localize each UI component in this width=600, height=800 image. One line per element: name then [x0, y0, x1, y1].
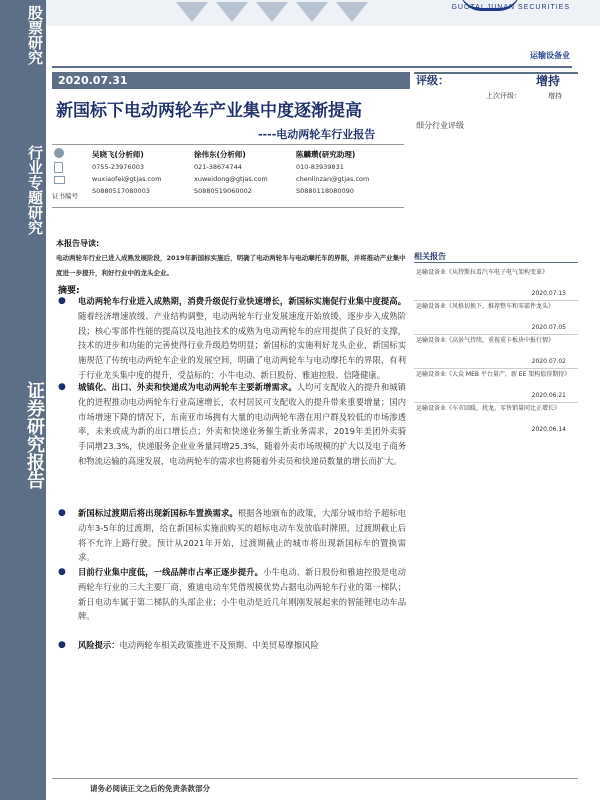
analyst-name: 吴晓飞(分析师) [92, 150, 144, 159]
summary-point-bold: 风险提示： [78, 640, 120, 650]
analyst-name: 陈麟瓒(研究助理) [296, 150, 356, 159]
bullet-icon: ● [58, 296, 66, 306]
divider [52, 66, 572, 68]
summary-point-bold: 新国标过渡期后将出现新国标车置换需求。 [78, 508, 238, 518]
divider [52, 778, 578, 779]
related-report-date: 2020.06.14 [531, 426, 566, 433]
related-report-date: 2020.07.02 [531, 358, 566, 365]
disclaimer-footer: 请务必阅读正文之后的免责条款部分 [90, 784, 210, 793]
analyst-email[interactable]: chenlinzan@gtjas.com [296, 175, 370, 183]
bullet-icon: ● [58, 382, 66, 392]
summary-paragraph [78, 506, 406, 565]
analyst-column [296, 149, 369, 197]
previous-rating-label: 上次评级： [486, 92, 521, 100]
analyst-phone: 010-83939831 [296, 163, 344, 171]
analyst-column [194, 149, 268, 197]
bullet-icon: ● [58, 567, 66, 577]
summary-paragraph [78, 638, 406, 653]
diamond-icon [176, 2, 208, 22]
analyst-column [92, 149, 161, 197]
summary-point-text: 电动两轮车相关政策推进不及预期、中美贸易摩擦风险 [119, 640, 319, 650]
summary-point-bold: 目前行业集中度低，一线品牌市占率正逐步提升。 [78, 567, 264, 577]
sidebar [0, 0, 46, 800]
previous-rating-value: 增持 [548, 92, 562, 100]
summary-point-bold: 电动两轮车行业进入成熟期，消费升级促行业快速增长，新国标实施促行业集中度提高。 [78, 296, 406, 306]
sidebar-label-stock-research: 股票研究 [26, 5, 44, 65]
analyst-cert: S0880118080090 [296, 187, 354, 195]
related-report-link[interactable]: 运输设备业《风格切换下，推荐整车和零部件龙头》 [416, 303, 555, 310]
phone-icon [54, 162, 63, 173]
related-report-link[interactable]: 运输设备业《大众 MEB 平台量产，新 EE 架构值得期待》 [416, 371, 571, 378]
summary-heading: 摘要: [58, 286, 80, 296]
related-report-date: 2020.07.13 [531, 290, 566, 297]
guide-heading: 本报告导读: [56, 239, 100, 248]
summary-point-text: 人均可支配收入的提升和城镇化的进程推动电动两轮车行业高速增长，农村居民可支配收入的提升带来重要增量；国内市场增速下降的情况下，东南亚市场拥有大量的电动两轮车潜在用户群及较低的市场渗透率，未来或成为新的出口增长点；外卖和快递业务催生新业务需求，2019年美团外卖骑手同增23.3%，快递服务企业业务量同增25.3%，随着外卖市场规模的扩大以及电子商务和物流运输的高速发展，电动两轮车的需求也将随着外卖员和快递员数量的增长而扩大。 [78, 382, 406, 466]
diamond-icon [336, 2, 368, 22]
analyst-phone: 0755-23976003 [92, 163, 144, 171]
diamond-icon [216, 2, 248, 22]
guide-text: 电动两轮车行业已进入成熟发展阶段，2019年新国标实施后，明确了电动两轮车与电动摩托车的界限，并将推动产业集中度进一步提升，利好行业中的龙头企业。 [56, 254, 406, 277]
page-subtitle: ----电动两轮车行业报告 [258, 128, 376, 141]
divider [414, 262, 578, 263]
page-title: 新国标下电动两轮车产业集中度逐渐提高 [56, 101, 362, 121]
analyst-table [52, 144, 404, 208]
report-date: 2020.07.31 [52, 72, 410, 89]
related-report-link[interactable]: 运输设备业《高景气持续，重视重卡板块中报行情》 [416, 337, 555, 344]
cert-label: 证书编号 [52, 192, 78, 200]
bullet-icon: ● [58, 640, 66, 650]
summary-paragraph [78, 294, 406, 383]
divider [414, 368, 578, 369]
rating-label: 评级： [416, 74, 449, 87]
divider [414, 402, 578, 403]
analyst-email[interactable]: xuweidong@gtjas.com [194, 175, 268, 183]
bullet-icon: ● [58, 508, 66, 518]
summary-point-bold: 城镇化、出口、外卖和快递成为电动两轮车主要新增需求。 [78, 382, 297, 392]
related-reports-heading: 相关报告 [414, 252, 446, 261]
person-icon [54, 148, 64, 158]
header-banner [46, 0, 600, 26]
sidebar-label-securities-report: 证券研究报告 [24, 381, 45, 489]
analyst-email[interactable]: wuxiaofei@gtjas.com [92, 175, 162, 183]
related-report-date: 2020.07.05 [531, 324, 566, 331]
analyst-name: 徐伟东(分析师) [194, 150, 246, 159]
brand-name: GUOTAI JUNAN SECURITIES [451, 4, 570, 11]
analyst-cert: S0880519060002 [194, 187, 252, 195]
industry-tag: 运输设备业 [530, 51, 570, 60]
mail-icon [54, 176, 65, 184]
summary-paragraph [78, 565, 406, 624]
diamond-icon [296, 2, 328, 22]
summary-paragraph [78, 380, 406, 469]
rating-value: 增持 [536, 74, 561, 88]
sidebar-label-industry-research: 行业专题研究 [26, 145, 44, 235]
analyst-cert: S0880517080003 [92, 187, 150, 195]
related-report-link[interactable]: 运输设备业《车市回暖，扰龙，零售销量同比正增长》 [416, 405, 561, 412]
related-report-date: 2020.06.21 [531, 392, 566, 399]
analyst-phone: 021-38674744 [194, 163, 242, 171]
summary-point-text: 小牛电动、新日股份和雅迪控股是电动两轮车行业的三大主要厂商，雅迪电动车凭借规模优势占据电动两轮车行业的第一梯队；新日电动车属于第二梯队的头部企业；小牛电动是近几年刚刚发展起来的智能锂电动车品牌。 [78, 567, 406, 622]
sub-industry-rating: 细分行业评级 [416, 121, 464, 130]
summary-point-text: 根据各地颁布的政策，大部分城市给予超标电动车3-5年的过渡期，给在新国标实施前购买的超标电动车发放临时牌照，过渡期截止后将不允许上路行驶。预计从2021年开始，过渡期截止的城市将出现新国标车的置换需求。 [78, 508, 406, 563]
diamond-icon [256, 2, 288, 22]
divider [414, 300, 578, 301]
divider [414, 334, 578, 335]
related-report-link[interactable]: 运输设备业《从特斯拉看汽车电子电气架构变革》 [416, 269, 549, 276]
summary-point-text: 随着经济增速放缓、产业结构调整，电动两轮车行业发展速度开始放缓，逐步步入成熟阶段；核心零部件性能的提高以及电池技术的成熟为电动两轮车的应用提供了良好的支撑，技术的进步和功能的完善使得行业升级趋势明显；新国标的实施利好龙头企业，新国标实施规范了传统电动两轮车企业的发展空间，明确了电动两轮车与电动摩托车的界限，有利于行业龙头集中度的提升，受益标的：小牛电动、新日股份、雅迪控股、信隆健康。 [78, 310, 406, 380]
